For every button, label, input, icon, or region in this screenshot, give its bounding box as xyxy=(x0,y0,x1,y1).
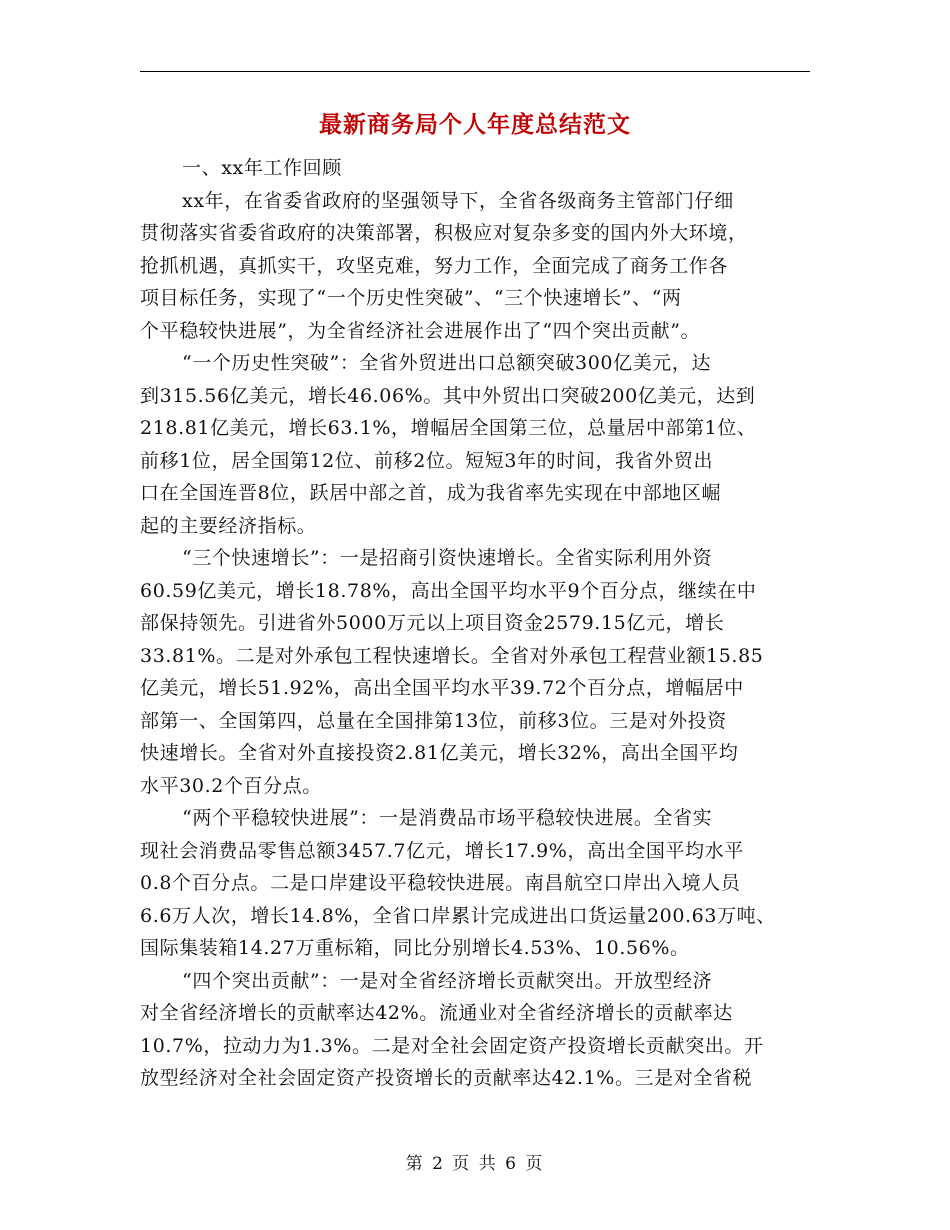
text-line: 快速增长。全省对外直接投资2.81亿美元，增长32%，高出全国平均 xyxy=(140,742,739,764)
text-line: 亿美元，增长51.92%，高出全国平均水平39.72个百分点，增幅居中 xyxy=(140,677,744,699)
text-line: 水平30.2个百分点。 xyxy=(140,774,322,797)
page-footer: 第 2 页 共 6 页 xyxy=(405,1154,545,1174)
text-line: 218.81亿美元，增长63.1%，增幅居全国第三位，总量居中部第1位、 xyxy=(140,417,757,439)
text-line: 部保持领先。引进省外5000万元以上项目资金2579.15亿元，增长 xyxy=(140,612,725,634)
text-line: 33.81%。二是对外承包工程快速增长。全省对外承包工程营业额15.85 xyxy=(140,644,764,667)
text-line: 6.6万人次，增长14.8%，全省口岸累计完成进出口货运量200.63万吨、 xyxy=(140,904,776,927)
text-line: “一个历史性突破”：全省外贸进出口总额突破300亿美元，达 xyxy=(182,352,712,374)
text-line: 贯彻落实省委省政府的决策部署，积极应对复杂多变的国内外大环境， xyxy=(140,222,748,244)
text-line: xx年，在省委省政府的坚强领导下，全省各级商务主管部门仔细 xyxy=(182,189,734,212)
text-line: 10.7%，拉动力为1.3%。二是对全社会固定资产投资增长贡献突出。开 xyxy=(140,1034,764,1057)
text-line: 放型经济对全社会固定资产投资增长的贡献率达42.1%。三是对全省税 xyxy=(140,1067,753,1089)
text-line: “两个平稳较快进展”：一是消费品市场平稳较快进展。全省实 xyxy=(182,807,713,829)
header-rule xyxy=(140,71,810,72)
text-line: 0.8个百分点。二是口岸建设平稳较快进展。南昌航空口岸出入境人员 xyxy=(140,872,741,894)
text-line: “三个快速增长”：一是招商引资快速增长。全省实际利用外资 xyxy=(182,547,713,569)
text-line: 到315.56亿美元，增长46.06%。其中外贸出口突破200亿美元，达到 xyxy=(140,384,756,407)
text-line: 60.59亿美元，增长18.78%，高出全国平均水平9个百分点，继续在中 xyxy=(140,579,757,602)
text-line: 抢抓机遇，真抓实干，攻坚克难，努力工作，全面完成了商务工作各 xyxy=(140,254,729,277)
text-line: 一、xx年工作回顾 xyxy=(182,157,342,179)
document-title: 最新商务局个人年度总结范文 xyxy=(319,112,631,138)
text-line: 起的主要经济指标。 xyxy=(140,514,317,537)
text-line: 口在全国连晋8位，跃居中部之首，成为我省率先实现在中部地区崛 xyxy=(140,482,722,504)
text-line: 前移1位，居全国第12位、前移2位。短短3年的时间，我省外贸出 xyxy=(140,449,714,472)
document-body xyxy=(140,152,810,1095)
text-line: 现社会消费品零售总额3457.7亿元，增长17.9%，高出全国平均水平 xyxy=(140,839,744,862)
text-line: 对全省经济增长的贡献率达42%。流通业对全省经济增长的贡献率达 xyxy=(140,1002,733,1024)
text-line: 国际集装箱14.27万重标箱，同比分别增长4.53%、10.56%。 xyxy=(140,937,690,959)
text-line: 部第一、全国第四，总量在全国排第13位，前移3位。三是对外投资 xyxy=(140,709,727,732)
text-line: 个平稳较快进展”，为全省经济社会进展作出了“四个突出贡献”。 xyxy=(140,319,701,342)
text-line: “四个突出贡献”：一是对全省经济增长贡献突出。开放型经济 xyxy=(182,969,713,992)
text-line: 项目标任务，实现了“一个历史性突破”、“三个快速增长”、“两 xyxy=(140,287,682,309)
